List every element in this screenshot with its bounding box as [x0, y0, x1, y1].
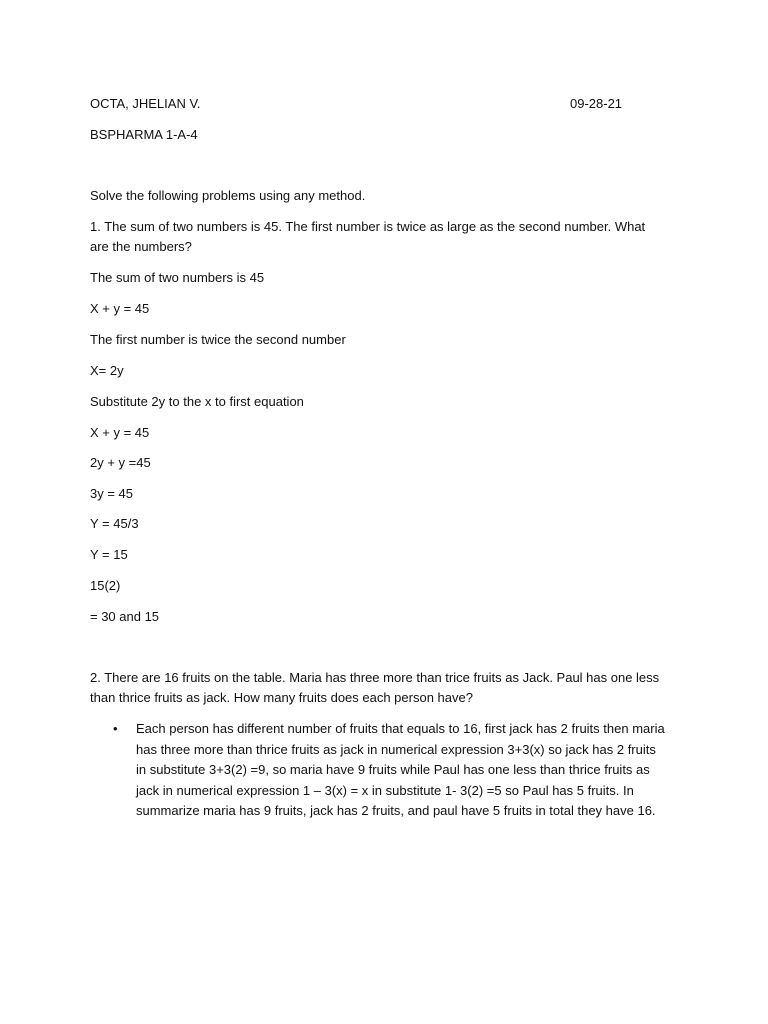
problem-1-step: 15(2) [90, 578, 121, 593]
student-section: BSPHARMA 1-A-4 [90, 127, 198, 142]
problem-2-answer: Each person has different number of fruits that equals to 16, first jack has 2 fruits then maria has three more than thrice fruits as jack in numerical expression 3+3(x) so jack has 2 fruits in substitute 3+3(2) =9, so maria have 9 fruits while Paul has one less than thrice fruits as jack in numerical expression 1 – 3(x) = x in substitute 1- 3(2) =5 so Paul has 5 fruits. In summarize maria has 9 fruits, jack has 2 fruits, and paul have 5 fruits in total they have 16. [136, 721, 665, 818]
problem-1-question: 1. The sum of two numbers is 45. The first number is twice as large as the second number. What are the numbers? [90, 219, 646, 254]
problem-2-question: 2. There are 16 fruits on the table. Maria has three more than trice fruits as Jack. Paul has one less than thrice fruits as jack. How many fruits does each person have? [90, 670, 660, 705]
problem-1-step: 2y + y =45 [90, 455, 151, 470]
problem-1-step: 3y = 45 [90, 486, 134, 501]
problem-1-step: X + y = 45 [90, 425, 150, 440]
problem-1-step: X= 2y [90, 363, 124, 378]
student-name: OCTA, JHELIAN V. [90, 96, 201, 111]
problem-1-answer: = 30 and 15 [90, 609, 160, 624]
problem-1-step: Y = 45/3 [90, 516, 139, 531]
document-date: 09-28-21 [570, 96, 623, 111]
problem-1-step: The sum of two numbers is 45 [90, 270, 265, 285]
bullet-icon: • [113, 721, 118, 736]
problem-1-step: Y = 15 [90, 547, 128, 562]
instructions: Solve the following problems using any method. [90, 188, 366, 203]
problem-1-step: X + y = 45 [90, 301, 150, 316]
problem-1-step: The first number is twice the second number [90, 332, 346, 347]
problem-1-step: Substitute 2y to the x to first equation [90, 394, 304, 409]
